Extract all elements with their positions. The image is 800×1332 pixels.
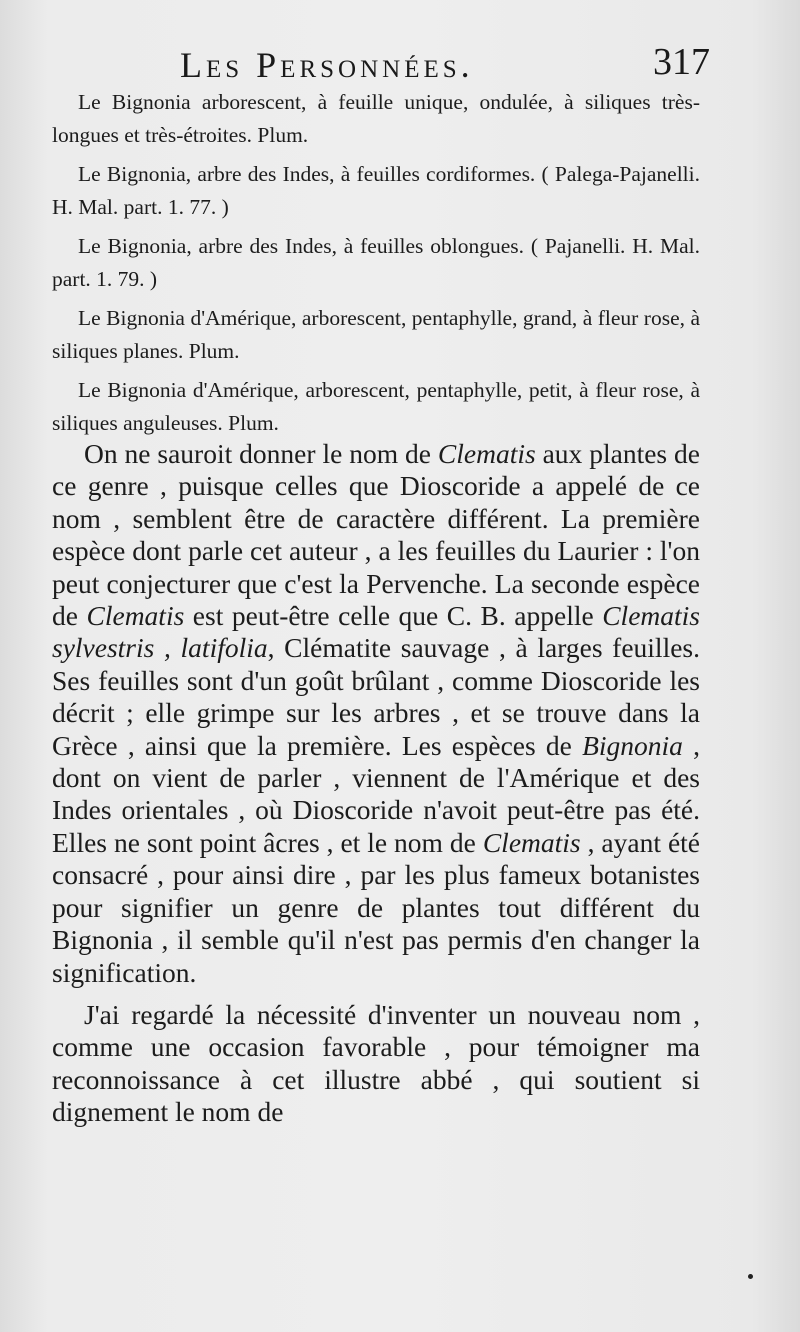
page-number: 317 <box>653 41 710 83</box>
species-entry-2: Le Bignonia, arbre des Indes, à feuilles cordiformes. ( Palega-Pajanelli. H. Mal. part. 1. 77. ) <box>52 162 700 219</box>
italic-term: Bignonia <box>582 729 683 761</box>
text-run: , Clématite sauvage , à larges feuilles. Ses feuilles sont d'un goût brûlant , comme Dioscoride les décrit ; elle grimpe sur les arbres , et se trouve dans la Grèce , ainsi que la première. Les espèces de <box>52 632 700 761</box>
italic-term: Clematis sylvestris , latifolia <box>52 600 700 664</box>
italic-term: Clematis <box>482 826 581 858</box>
running-title: Les Personnées. <box>180 45 474 85</box>
text-run: aux plantes de ce genre , puisque celles que Dioscoride a appelé de ce nom , semblent être de caractère différent. La première espèce dont parle cet auteur , a les feuilles du Laurier : l'on peut conjecturer que c'est la Pervenche. La seconde espèce de <box>52 438 700 632</box>
italic-term: Clematis <box>437 438 536 469</box>
species-entry-3: Le Bignonia, arbre des Indes, à feuilles oblongues. ( Pajanelli. H. Mal. part. 1. 79. ) <box>52 234 700 291</box>
ink-speck <box>748 1274 753 1279</box>
species-list <box>52 86 700 446</box>
text-run: est peut-être celle que C. B. appelle <box>184 600 603 632</box>
species-entry-5: Le Bignonia d'Amérique, arborescent, pentaphylle, petit, à fleur rose, à siliques anguleuses. Plum. <box>52 378 700 435</box>
text-run: , dont on vient de parler , viennent de l'Amérique et des Indes orientales , où Dioscoride n'avoit peut-être pas été. Elles ne sont point âcres , et le nom de <box>52 729 701 858</box>
text-run: , ayant été consacré , pour ainsi dire , par les plus fameux botanistes pour signifier un genre de plantes tout différent du Bignonia , il semble qu'il n'est pas permis d'en changer la signification. <box>52 826 700 988</box>
species-entry-1: Le Bignonia arborescent, à feuille unique, ondulée, à siliques très-longues et très-étroites. Plum. <box>52 90 700 147</box>
page-header <box>150 40 710 88</box>
main-text <box>52 438 700 1139</box>
species-entry-4: Le Bignonia d'Amérique, arborescent, pentaphylle, grand, à fleur rose, à siliques planes. Plum. <box>52 306 700 363</box>
paragraph-clematis <box>52 438 700 989</box>
paragraph-new-name: J'ai regardé la nécessité d'inventer un nouveau nom , comme une occasion favorable , pour témoigner ma reconnoissance à cet illustre abbé , qui soutient si dignement le nom de <box>52 998 700 1128</box>
text-run: On ne sauroit donner le nom de <box>84 438 438 469</box>
italic-term: Clematis <box>86 600 185 632</box>
